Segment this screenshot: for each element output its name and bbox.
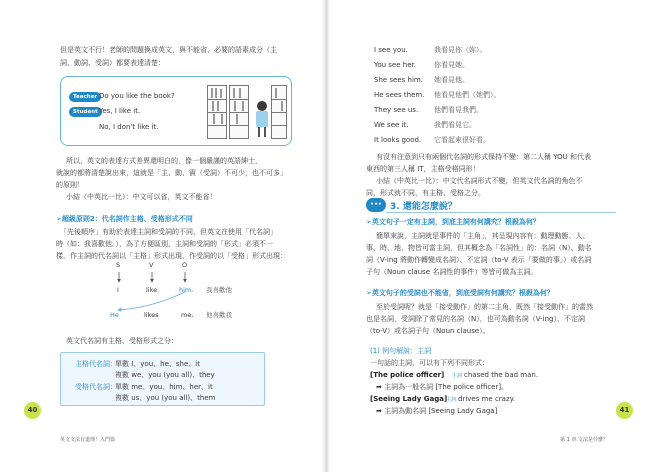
example-en: You see her. (374, 61, 416, 69)
example-intro: 一句話的主詞，可以有下列不同形式： (370, 359, 489, 367)
para1-line-1: 有沒有注意到只有兩個代名詞的形式保持不變：第二人稱 YOU 和代表 (376, 153, 591, 161)
footer-right: 第 1 章 文法是什麼？ (560, 437, 608, 443)
bookshelf-illustration-1 (207, 85, 227, 139)
example-en: It looks good. (374, 136, 422, 144)
example-en: He sees them. (374, 91, 425, 99)
body-line-3: 樣，作主詞的代名詞以「主格」形式出現，作受詞的以「受格」形式出現： (56, 252, 287, 260)
subject-pronoun-plural: 複數 we、you (you all)、they (115, 371, 215, 379)
svo-row1-v: like (146, 286, 158, 294)
student-badge: Student (69, 107, 102, 117)
svo-row2-cn: 他喜歡我 (206, 311, 232, 319)
q2-body-line-1: 至於受詞呢？就是「接受動作」的第二主角，既然「接受動作」的當然 (376, 303, 593, 311)
right-page (330, 0, 650, 472)
left-page (0, 0, 322, 472)
page-number-left: 40 (24, 402, 41, 419)
section-title: 3. 還能怎麼說？ (390, 202, 457, 212)
section-divider (386, 212, 616, 213)
example-cn: 他們看見我們。 (434, 106, 483, 114)
page-number-right: 41 (616, 402, 633, 419)
question-2: ➢英文句子的受詞也不能省，到底受詞有何講究？根殺為何？ (366, 289, 554, 297)
object-pronoun-singular: 單數 me、you、him、her、it (115, 383, 213, 391)
example-2-subject: [Seeing Lady Gaga] (370, 395, 448, 403)
example-cn: 我們看見它。 (434, 121, 476, 129)
example-1-tag: 主詞 (452, 373, 463, 379)
para-line-2: 就說的都將清楚說出來，這就是「主、動、賓（受詞）不可少，也不可多」 (56, 169, 287, 177)
intro-line-2: 詞、動詞、受詞）都要表達清楚： (60, 59, 165, 67)
body-line-1: 「先後順序」有助於表達主詞和受詞的不同，但英文在使用「代名詞」 (60, 228, 277, 236)
example-1-subject: [The police officer] (370, 371, 445, 379)
intro-line-1: 但是英文不行！老師的問題換成英文，與不能省，必要的語素成分（主 (60, 46, 277, 54)
q1-body-line-4: 子句（Noun clause 名詞性的事件）等皆可做為主詞。 (366, 268, 538, 276)
bookshelf-illustration-3 (271, 85, 287, 139)
svo-row2-v: likes (144, 311, 159, 319)
body-line-2: 時（如：我喜歡他。），為了方便區別，主詞和受詞的「形式」必須不一 (56, 240, 273, 248)
para1-line-2: 東西的第三人稱 IT，主格受格同形！ (366, 165, 480, 173)
student-illustration (255, 101, 269, 137)
example-cn: 你看見她。 (434, 61, 469, 69)
example-en: I see you. (374, 46, 408, 54)
pronoun-intro: 英文代名詞有主格、受格形式之分： (66, 337, 178, 345)
example-2-tag: 主詞 (446, 397, 457, 403)
q2-body-line-3: （to-V）或名詞子句（Noun clause）。 (366, 327, 490, 335)
example-cn: 它看起來很好看。 (434, 136, 490, 144)
svo-row2-s: He (110, 311, 119, 319)
example-1-note: ➡ 主詞為一般名詞 [The police officer]。 (376, 383, 509, 391)
para-line-1: 所以，英文的表達方式差異還明白的，像一個嚴謹的英語紳士， (66, 157, 262, 165)
q2-body-line-2: 也是名詞，受詞除了常見的名詞（N），也可為動名詞（V-ing）、不定詞 (366, 315, 585, 323)
example-2-note: ➡ 主詞為動名詞 [Seeing Lady Gaga] (376, 407, 498, 415)
subject-pronoun-singular: 單數 I、you、he、she、it (115, 360, 200, 368)
subject-pronoun-label: 主格代名詞： (75, 360, 117, 368)
svo-diagram (96, 258, 246, 322)
example-en: We see it. (374, 121, 409, 129)
svo-row2-o: me. (181, 311, 194, 319)
object-pronoun-label: 受格代名詞： (75, 383, 117, 391)
example-en: They see us. (374, 106, 419, 114)
subhead-rule-2: ➢超級原則2：代名詞作主格、受格形式不同 (56, 215, 193, 223)
teacher-line: Do you like the book? (99, 92, 175, 100)
bookshelf-illustration-2 (229, 85, 249, 139)
q1-body-line-1: 簡單來說，主詞就是事件的「主角」，其呈現內容有：動理動態、人、 (376, 232, 590, 240)
q1-body-line-2: 事、時、地、物皆可當主詞，但其概念為「名詞性」的：名詞（N）、動名 (366, 244, 592, 252)
q1-body-line-3: 詞（V-ing 將動作轉變成名詞）、不定詞（to-V 表示「要做的事」）或名詞 (366, 256, 592, 264)
student-no: No, I don't like it. (99, 123, 159, 131)
example-cn: 他看見他們（她們）。 (434, 91, 501, 99)
example-2-rest: drives me crazy. (458, 395, 515, 403)
example-cn: 我看見你（妳）。 (434, 46, 487, 54)
example-1-rest: chased the bad man. (464, 371, 539, 379)
para-line-3: 的原則！ (56, 181, 84, 189)
example-heading: (1) 例句解說：主詞 (370, 347, 432, 355)
svo-v: V (149, 261, 154, 269)
svo-row1-s: I (117, 286, 119, 294)
footer-left: 英文文法有道理！入門篇 (60, 437, 116, 443)
dialogue-box (60, 76, 292, 146)
teacher-badge: Teacher (69, 92, 101, 102)
svo-o: O (182, 261, 188, 269)
book-gutter (322, 0, 330, 472)
compare-line: 小結（中英比一比）：中文可以省，英文不能省！ (66, 193, 217, 201)
para2-line-1: 小結（中英比一比）：中文代名詞形式不變，但英文代名詞的角色不 (376, 177, 583, 185)
svo-row1-o: him. (179, 286, 194, 294)
svo-s: S (116, 261, 121, 269)
para2-line-2: 同，形式就不同，有主格、受格之分。 (366, 189, 485, 197)
pronoun-box (60, 352, 265, 406)
example-cn: 她看見他。 (434, 76, 469, 84)
student-yes: Yes, I like it. (99, 107, 141, 115)
object-pronoun-plural: 複數 us、you (you all)、them (115, 394, 216, 402)
example-en: She sees him. (374, 76, 423, 84)
question-1: ➢英文句子一定有主詞，到底主詞有何講究？根殺為何？ (366, 218, 540, 226)
svo-row1-cn: 我喜歡他 (206, 286, 232, 294)
speech-bubble-icon: ••• (366, 198, 386, 212)
